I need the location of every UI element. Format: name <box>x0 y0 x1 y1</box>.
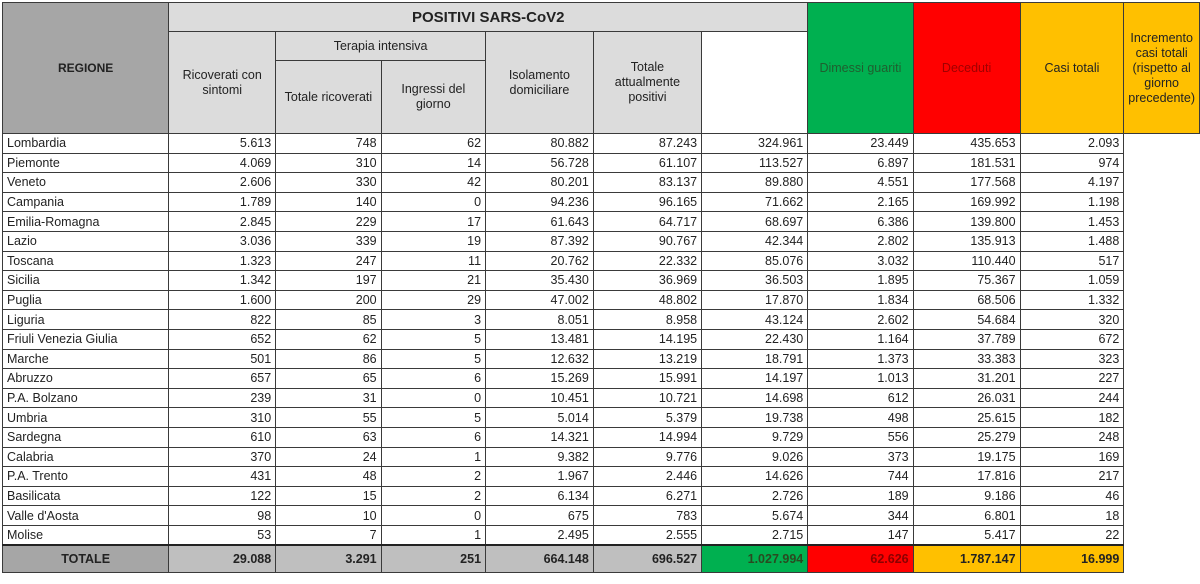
cell-ti-totale: 63 <box>276 427 381 447</box>
cell-regione: Abruzzo <box>3 369 169 389</box>
cell-isolamento: 675 <box>486 506 594 526</box>
cell-ti-totale: 247 <box>276 251 381 271</box>
cell-ricoverati: 3.036 <box>169 231 276 251</box>
cell-totale-positivi: 14.994 <box>593 427 701 447</box>
cell-casi-totali: 37.789 <box>913 329 1020 349</box>
table-row <box>3 388 1200 408</box>
cell-ti-totale: 55 <box>276 408 381 428</box>
cell-ti-ingressi: 29 <box>381 290 485 310</box>
cell-deceduti: 2.602 <box>808 310 913 330</box>
table-row <box>3 153 1200 173</box>
cell-ti-totale: 140 <box>276 192 381 212</box>
cell-dimessi: 89.880 <box>702 173 808 193</box>
cell-ricoverati: 501 <box>169 349 276 369</box>
cell-dimessi: 43.124 <box>702 310 808 330</box>
cell-ricoverati: 610 <box>169 427 276 447</box>
cell-isolamento: 13.481 <box>486 329 594 349</box>
cell-dimessi: 14.626 <box>702 467 808 487</box>
cell-isolamento: 20.762 <box>486 251 594 271</box>
cell-deceduti: 1.013 <box>808 369 913 389</box>
cell-incremento: 517 <box>1020 251 1124 271</box>
cell-dimessi: 5.674 <box>702 506 808 526</box>
cell-regione: P.A. Trento <box>3 467 169 487</box>
cell-incremento: 46 <box>1020 486 1124 506</box>
header-deceduti: Deceduti <box>913 3 1020 134</box>
cell-ti-totale: 3.291 <box>276 545 381 573</box>
cell-dimessi: 68.697 <box>702 212 808 232</box>
cell-ti-ingressi: 5 <box>381 329 485 349</box>
cell-ti-ingressi: 6 <box>381 369 485 389</box>
table-row <box>3 408 1200 428</box>
cell-regione: Valle d'Aosta <box>3 506 169 526</box>
cell-totale-positivi: 15.991 <box>593 369 701 389</box>
table-row <box>3 329 1200 349</box>
cell-casi-totali: 5.417 <box>913 525 1020 545</box>
cell-totale-positivi: 696.527 <box>593 545 701 573</box>
cell-ricoverati: 310 <box>169 408 276 428</box>
table-row <box>3 192 1200 212</box>
cell-deceduti: 2.802 <box>808 231 913 251</box>
cell-regione: Calabria <box>3 447 169 467</box>
cell-dimessi: 14.698 <box>702 388 808 408</box>
cell-ti-totale: 62 <box>276 329 381 349</box>
cell-regione: Lazio <box>3 231 169 251</box>
cell-regione: Sicilia <box>3 271 169 291</box>
cell-casi-totali: 25.279 <box>913 427 1020 447</box>
cell-incremento: 1.198 <box>1020 192 1124 212</box>
cell-ti-totale: 339 <box>276 231 381 251</box>
cell-dimessi: 9.026 <box>702 447 808 467</box>
cell-regione: Liguria <box>3 310 169 330</box>
cell-ti-ingressi: 17 <box>381 212 485 232</box>
header-dimessi: Dimessi guariti <box>808 3 913 134</box>
cell-ti-totale: 200 <box>276 290 381 310</box>
cell-regione: Veneto <box>3 173 169 193</box>
cell-casi-totali: 181.531 <box>913 153 1020 173</box>
cell-ricoverati: 370 <box>169 447 276 467</box>
cell-regione: Campania <box>3 192 169 212</box>
cell-ti-totale: 15 <box>276 486 381 506</box>
table-row <box>3 486 1200 506</box>
cell-totale-positivi: 8.958 <box>593 310 701 330</box>
cell-ti-totale: 24 <box>276 447 381 467</box>
cell-dimessi: 85.076 <box>702 251 808 271</box>
table-row <box>3 212 1200 232</box>
cell-dimessi: 19.738 <box>702 408 808 428</box>
table-row <box>3 290 1200 310</box>
header-positivi-group: POSITIVI SARS-CoV2 <box>169 3 808 32</box>
cell-incremento: 16.999 <box>1020 545 1124 573</box>
cell-ti-ingressi: 1 <box>381 525 485 545</box>
cell-incremento: 169 <box>1020 447 1124 467</box>
cell-ricoverati: 657 <box>169 369 276 389</box>
cell-totale-positivi: 83.137 <box>593 173 701 193</box>
cell-casi-totali: 19.175 <box>913 447 1020 467</box>
cell-isolamento: 87.392 <box>486 231 594 251</box>
cell-totale-positivi: 64.717 <box>593 212 701 232</box>
cell-totale-positivi: 783 <box>593 506 701 526</box>
cell-regione: Basilicata <box>3 486 169 506</box>
cell-regione: Puglia <box>3 290 169 310</box>
cell-regione: Lombardia <box>3 134 169 154</box>
cell-ti-ingressi: 62 <box>381 134 485 154</box>
cell-incremento: 1.453 <box>1020 212 1124 232</box>
cell-ti-ingressi: 42 <box>381 173 485 193</box>
cell-ricoverati: 29.088 <box>169 545 276 573</box>
cell-casi-totali: 1.787.147 <box>913 545 1020 573</box>
covid-regional-table <box>2 2 1200 573</box>
cell-incremento: 672 <box>1020 329 1124 349</box>
cell-ti-ingressi: 19 <box>381 231 485 251</box>
cell-ricoverati: 1.342 <box>169 271 276 291</box>
cell-totale-positivi: 14.195 <box>593 329 701 349</box>
header-ricoverati: Ricoverati con sintomi <box>169 32 276 134</box>
cell-ricoverati: 5.613 <box>169 134 276 154</box>
cell-casi-totali: 435.653 <box>913 134 1020 154</box>
cell-ricoverati: 4.069 <box>169 153 276 173</box>
cell-ti-totale: 86 <box>276 349 381 369</box>
cell-casi-totali: 68.506 <box>913 290 1020 310</box>
cell-totale-positivi: 96.165 <box>593 192 701 212</box>
cell-ti-totale: 31 <box>276 388 381 408</box>
cell-ti-totale: 7 <box>276 525 381 545</box>
header-ti-ingressi: Ingressi del giorno <box>381 61 485 134</box>
cell-regione: Toscana <box>3 251 169 271</box>
cell-totale-positivi: 90.767 <box>593 231 701 251</box>
header-casi-totali: Casi totali <box>1020 3 1124 134</box>
cell-casi-totali: 17.816 <box>913 467 1020 487</box>
cell-casi-totali: 9.186 <box>913 486 1020 506</box>
cell-isolamento: 6.134 <box>486 486 594 506</box>
cell-totale-positivi: 6.271 <box>593 486 701 506</box>
table-row <box>3 525 1200 545</box>
cell-deceduti: 1.834 <box>808 290 913 310</box>
cell-ti-totale: 85 <box>276 310 381 330</box>
cell-ti-ingressi: 11 <box>381 251 485 271</box>
cell-isolamento: 61.643 <box>486 212 594 232</box>
cell-ti-ingressi: 21 <box>381 271 485 291</box>
cell-dimessi: 1.027.994 <box>702 545 808 573</box>
table-row <box>3 271 1200 291</box>
cell-ti-ingressi: 251 <box>381 545 485 573</box>
cell-incremento: 2.093 <box>1020 134 1124 154</box>
cell-casi-totali: 177.568 <box>913 173 1020 193</box>
cell-totale-positivi: 9.776 <box>593 447 701 467</box>
cell-incremento: 320 <box>1020 310 1124 330</box>
cell-deceduti: 147 <box>808 525 913 545</box>
table-body <box>3 134 1200 573</box>
cell-totale-positivi: 2.555 <box>593 525 701 545</box>
cell-isolamento: 10.451 <box>486 388 594 408</box>
cell-incremento: 4.197 <box>1020 173 1124 193</box>
cell-ricoverati: 1.323 <box>169 251 276 271</box>
cell-ti-ingressi: 5 <box>381 349 485 369</box>
cell-ti-totale: 310 <box>276 153 381 173</box>
cell-isolamento: 12.632 <box>486 349 594 369</box>
cell-casi-totali: 75.367 <box>913 271 1020 291</box>
cell-totale-positivi: 2.446 <box>593 467 701 487</box>
table-row <box>3 251 1200 271</box>
header-isolamento: Isolamento domiciliare <box>486 32 594 134</box>
cell-regione: Emilia-Romagna <box>3 212 169 232</box>
cell-regione: P.A. Bolzano <box>3 388 169 408</box>
cell-ti-ingressi: 14 <box>381 153 485 173</box>
cell-ti-ingressi: 1 <box>381 447 485 467</box>
cell-deceduti: 498 <box>808 408 913 428</box>
cell-incremento: 974 <box>1020 153 1124 173</box>
cell-ti-ingressi: 3 <box>381 310 485 330</box>
cell-regione: Piemonte <box>3 153 169 173</box>
table-row <box>3 231 1200 251</box>
cell-deceduti: 1.164 <box>808 329 913 349</box>
header-incremento: Incremento casi totali (rispetto al giorno precedente) <box>1124 3 1200 134</box>
table-row <box>3 173 1200 193</box>
cell-incremento: 182 <box>1020 408 1124 428</box>
cell-casi-totali: 26.031 <box>913 388 1020 408</box>
cell-incremento: 1.488 <box>1020 231 1124 251</box>
header-ti-totale: Totale ricoverati <box>276 61 381 134</box>
cell-ti-ingressi: 2 <box>381 486 485 506</box>
cell-casi-totali: 139.800 <box>913 212 1020 232</box>
cell-dimessi: 71.662 <box>702 192 808 212</box>
cell-incremento: 248 <box>1020 427 1124 447</box>
cell-isolamento: 14.321 <box>486 427 594 447</box>
cell-totale-positivi: 13.219 <box>593 349 701 369</box>
cell-regione: Sardegna <box>3 427 169 447</box>
cell-dimessi: 324.961 <box>702 134 808 154</box>
cell-ricoverati: 2.845 <box>169 212 276 232</box>
table-row <box>3 349 1200 369</box>
cell-dimessi: 42.344 <box>702 231 808 251</box>
cell-deceduti: 189 <box>808 486 913 506</box>
cell-deceduti: 4.551 <box>808 173 913 193</box>
cell-deceduti: 744 <box>808 467 913 487</box>
cell-isolamento: 5.014 <box>486 408 594 428</box>
cell-deceduti: 1.373 <box>808 349 913 369</box>
cell-ricoverati: 53 <box>169 525 276 545</box>
table-row <box>3 310 1200 330</box>
cell-dimessi: 113.527 <box>702 153 808 173</box>
cell-ricoverati: 1.789 <box>169 192 276 212</box>
cell-deceduti: 6.386 <box>808 212 913 232</box>
cell-ti-ingressi: 6 <box>381 427 485 447</box>
cell-ricoverati: 98 <box>169 506 276 526</box>
cell-isolamento: 47.002 <box>486 290 594 310</box>
cell-deceduti: 1.895 <box>808 271 913 291</box>
cell-ti-ingressi: 2 <box>381 467 485 487</box>
cell-dimessi: 22.430 <box>702 329 808 349</box>
cell-totale-positivi: 61.107 <box>593 153 701 173</box>
cell-isolamento: 35.430 <box>486 271 594 291</box>
cell-ti-totale: 748 <box>276 134 381 154</box>
cell-ti-ingressi: 0 <box>381 506 485 526</box>
cell-totale-positivi: 5.379 <box>593 408 701 428</box>
cell-isolamento: 9.382 <box>486 447 594 467</box>
header-totale-positivi: Totale attualmente positivi <box>593 32 701 134</box>
cell-casi-totali: 33.383 <box>913 349 1020 369</box>
cell-dimessi: 14.197 <box>702 369 808 389</box>
cell-ti-totale: 330 <box>276 173 381 193</box>
cell-dimessi: 17.870 <box>702 290 808 310</box>
cell-totale-positivi: 48.802 <box>593 290 701 310</box>
cell-isolamento: 94.236 <box>486 192 594 212</box>
cell-regione: Friuli Venezia Giulia <box>3 329 169 349</box>
cell-ricoverati: 431 <box>169 467 276 487</box>
cell-ricoverati: 2.606 <box>169 173 276 193</box>
cell-ricoverati: 1.600 <box>169 290 276 310</box>
table-row <box>3 134 1200 154</box>
cell-ti-ingressi: 5 <box>381 408 485 428</box>
cell-ricoverati: 652 <box>169 329 276 349</box>
cell-totale-positivi: 36.969 <box>593 271 701 291</box>
cell-deceduti: 6.897 <box>808 153 913 173</box>
cell-dimessi: 36.503 <box>702 271 808 291</box>
cell-ti-totale: 65 <box>276 369 381 389</box>
cell-totale-positivi: 10.721 <box>593 388 701 408</box>
cell-ti-totale: 229 <box>276 212 381 232</box>
cell-deceduti: 62.626 <box>808 545 913 573</box>
cell-deceduti: 3.032 <box>808 251 913 271</box>
cell-regione: TOTALE <box>3 545 169 573</box>
cell-deceduti: 556 <box>808 427 913 447</box>
cell-isolamento: 56.728 <box>486 153 594 173</box>
cell-regione: Umbria <box>3 408 169 428</box>
cell-ti-totale: 48 <box>276 467 381 487</box>
cell-regione: Molise <box>3 525 169 545</box>
cell-isolamento: 1.967 <box>486 467 594 487</box>
cell-deceduti: 612 <box>808 388 913 408</box>
table-row <box>3 447 1200 467</box>
cell-dimessi: 18.791 <box>702 349 808 369</box>
cell-deceduti: 344 <box>808 506 913 526</box>
cell-ricoverati: 122 <box>169 486 276 506</box>
table-row <box>3 427 1200 447</box>
cell-deceduti: 373 <box>808 447 913 467</box>
cell-deceduti: 23.449 <box>808 134 913 154</box>
cell-dimessi: 2.715 <box>702 525 808 545</box>
cell-incremento: 22 <box>1020 525 1124 545</box>
cell-totale-positivi: 22.332 <box>593 251 701 271</box>
cell-incremento: 18 <box>1020 506 1124 526</box>
cell-incremento: 323 <box>1020 349 1124 369</box>
cell-isolamento: 80.201 <box>486 173 594 193</box>
header-terapia-group: Terapia intensiva <box>276 32 486 61</box>
cell-ti-ingressi: 0 <box>381 192 485 212</box>
cell-ricoverati: 822 <box>169 310 276 330</box>
cell-casi-totali: 110.440 <box>913 251 1020 271</box>
header-regione: REGIONE <box>3 3 169 134</box>
cell-casi-totali: 169.992 <box>913 192 1020 212</box>
cell-ti-totale: 10 <box>276 506 381 526</box>
cell-ti-totale: 197 <box>276 271 381 291</box>
cell-deceduti: 2.165 <box>808 192 913 212</box>
cell-isolamento: 664.148 <box>486 545 594 573</box>
cell-casi-totali: 31.201 <box>913 369 1020 389</box>
cell-dimessi: 2.726 <box>702 486 808 506</box>
cell-totale-positivi: 87.243 <box>593 134 701 154</box>
table-row <box>3 467 1200 487</box>
cell-casi-totali: 54.684 <box>913 310 1020 330</box>
table-row <box>3 369 1200 389</box>
cell-casi-totali: 6.801 <box>913 506 1020 526</box>
cell-incremento: 1.332 <box>1020 290 1124 310</box>
cell-isolamento: 2.495 <box>486 525 594 545</box>
cell-incremento: 1.059 <box>1020 271 1124 291</box>
cell-dimessi: 9.729 <box>702 427 808 447</box>
cell-ti-ingressi: 0 <box>381 388 485 408</box>
cell-isolamento: 80.882 <box>486 134 594 154</box>
cell-incremento: 217 <box>1020 467 1124 487</box>
cell-casi-totali: 135.913 <box>913 231 1020 251</box>
total-row <box>3 545 1200 573</box>
cell-regione: Marche <box>3 349 169 369</box>
cell-incremento: 244 <box>1020 388 1124 408</box>
cell-isolamento: 15.269 <box>486 369 594 389</box>
cell-isolamento: 8.051 <box>486 310 594 330</box>
table-row <box>3 506 1200 526</box>
cell-incremento: 227 <box>1020 369 1124 389</box>
cell-casi-totali: 25.615 <box>913 408 1020 428</box>
cell-ricoverati: 239 <box>169 388 276 408</box>
